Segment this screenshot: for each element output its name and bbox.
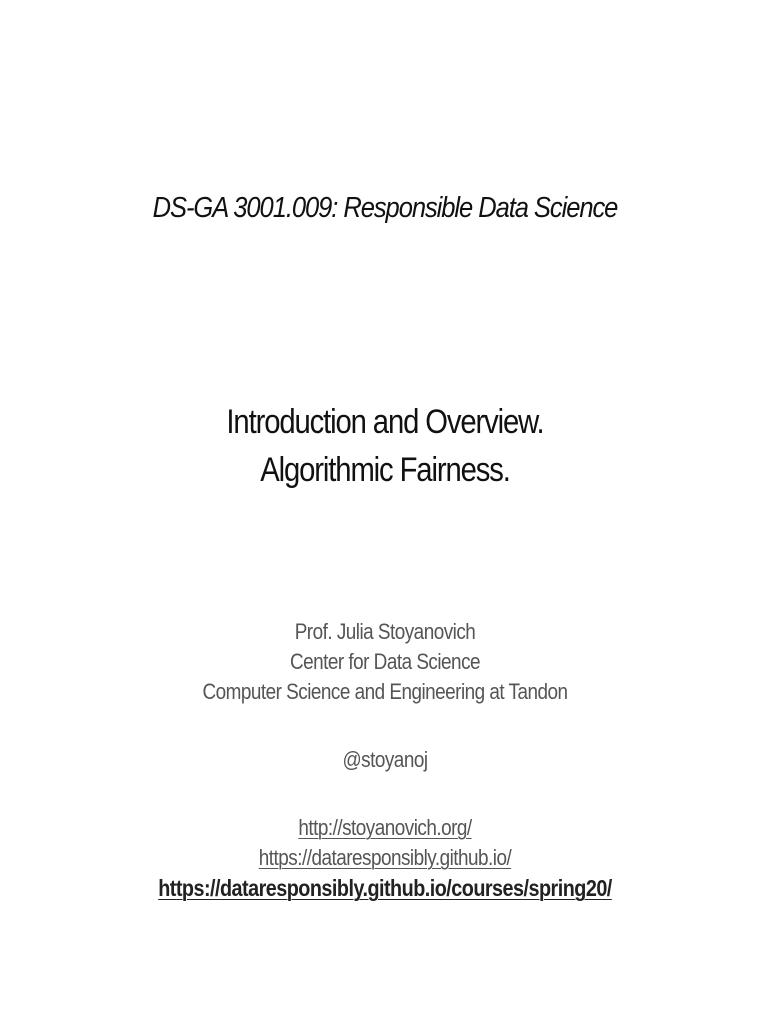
dataresponsibly-link[interactable]: https://dataresponsibly.github.io/ bbox=[258, 845, 512, 870]
affiliation-center: Center for Data Science bbox=[289, 649, 481, 674]
twitter-handle: @stoyanoj bbox=[342, 747, 428, 772]
lecture-title-line-2: Algorithmic Fairness. bbox=[260, 451, 510, 489]
instructor-name: Prof. Julia Stoyanovich bbox=[294, 619, 476, 644]
lecture-title-line-1: Introduction and Overview. bbox=[226, 403, 544, 441]
affiliation-department: Computer Science and Engineering at Tandon bbox=[202, 679, 568, 704]
link-row bbox=[54, 873, 716, 903]
author-info bbox=[54, 617, 716, 903]
course-title: DS-GA 3001.009: Responsible Data Science bbox=[152, 192, 618, 224]
spacer bbox=[54, 707, 716, 745]
course-link[interactable]: https://dataresponsibly.github.io/courses/spring20/ bbox=[158, 875, 612, 901]
link-row bbox=[54, 813, 716, 843]
lecture-title bbox=[54, 398, 716, 494]
link-row bbox=[54, 843, 716, 873]
homepage-link[interactable]: http://stoyanovich.org/ bbox=[298, 815, 472, 840]
spacer bbox=[54, 775, 716, 813]
